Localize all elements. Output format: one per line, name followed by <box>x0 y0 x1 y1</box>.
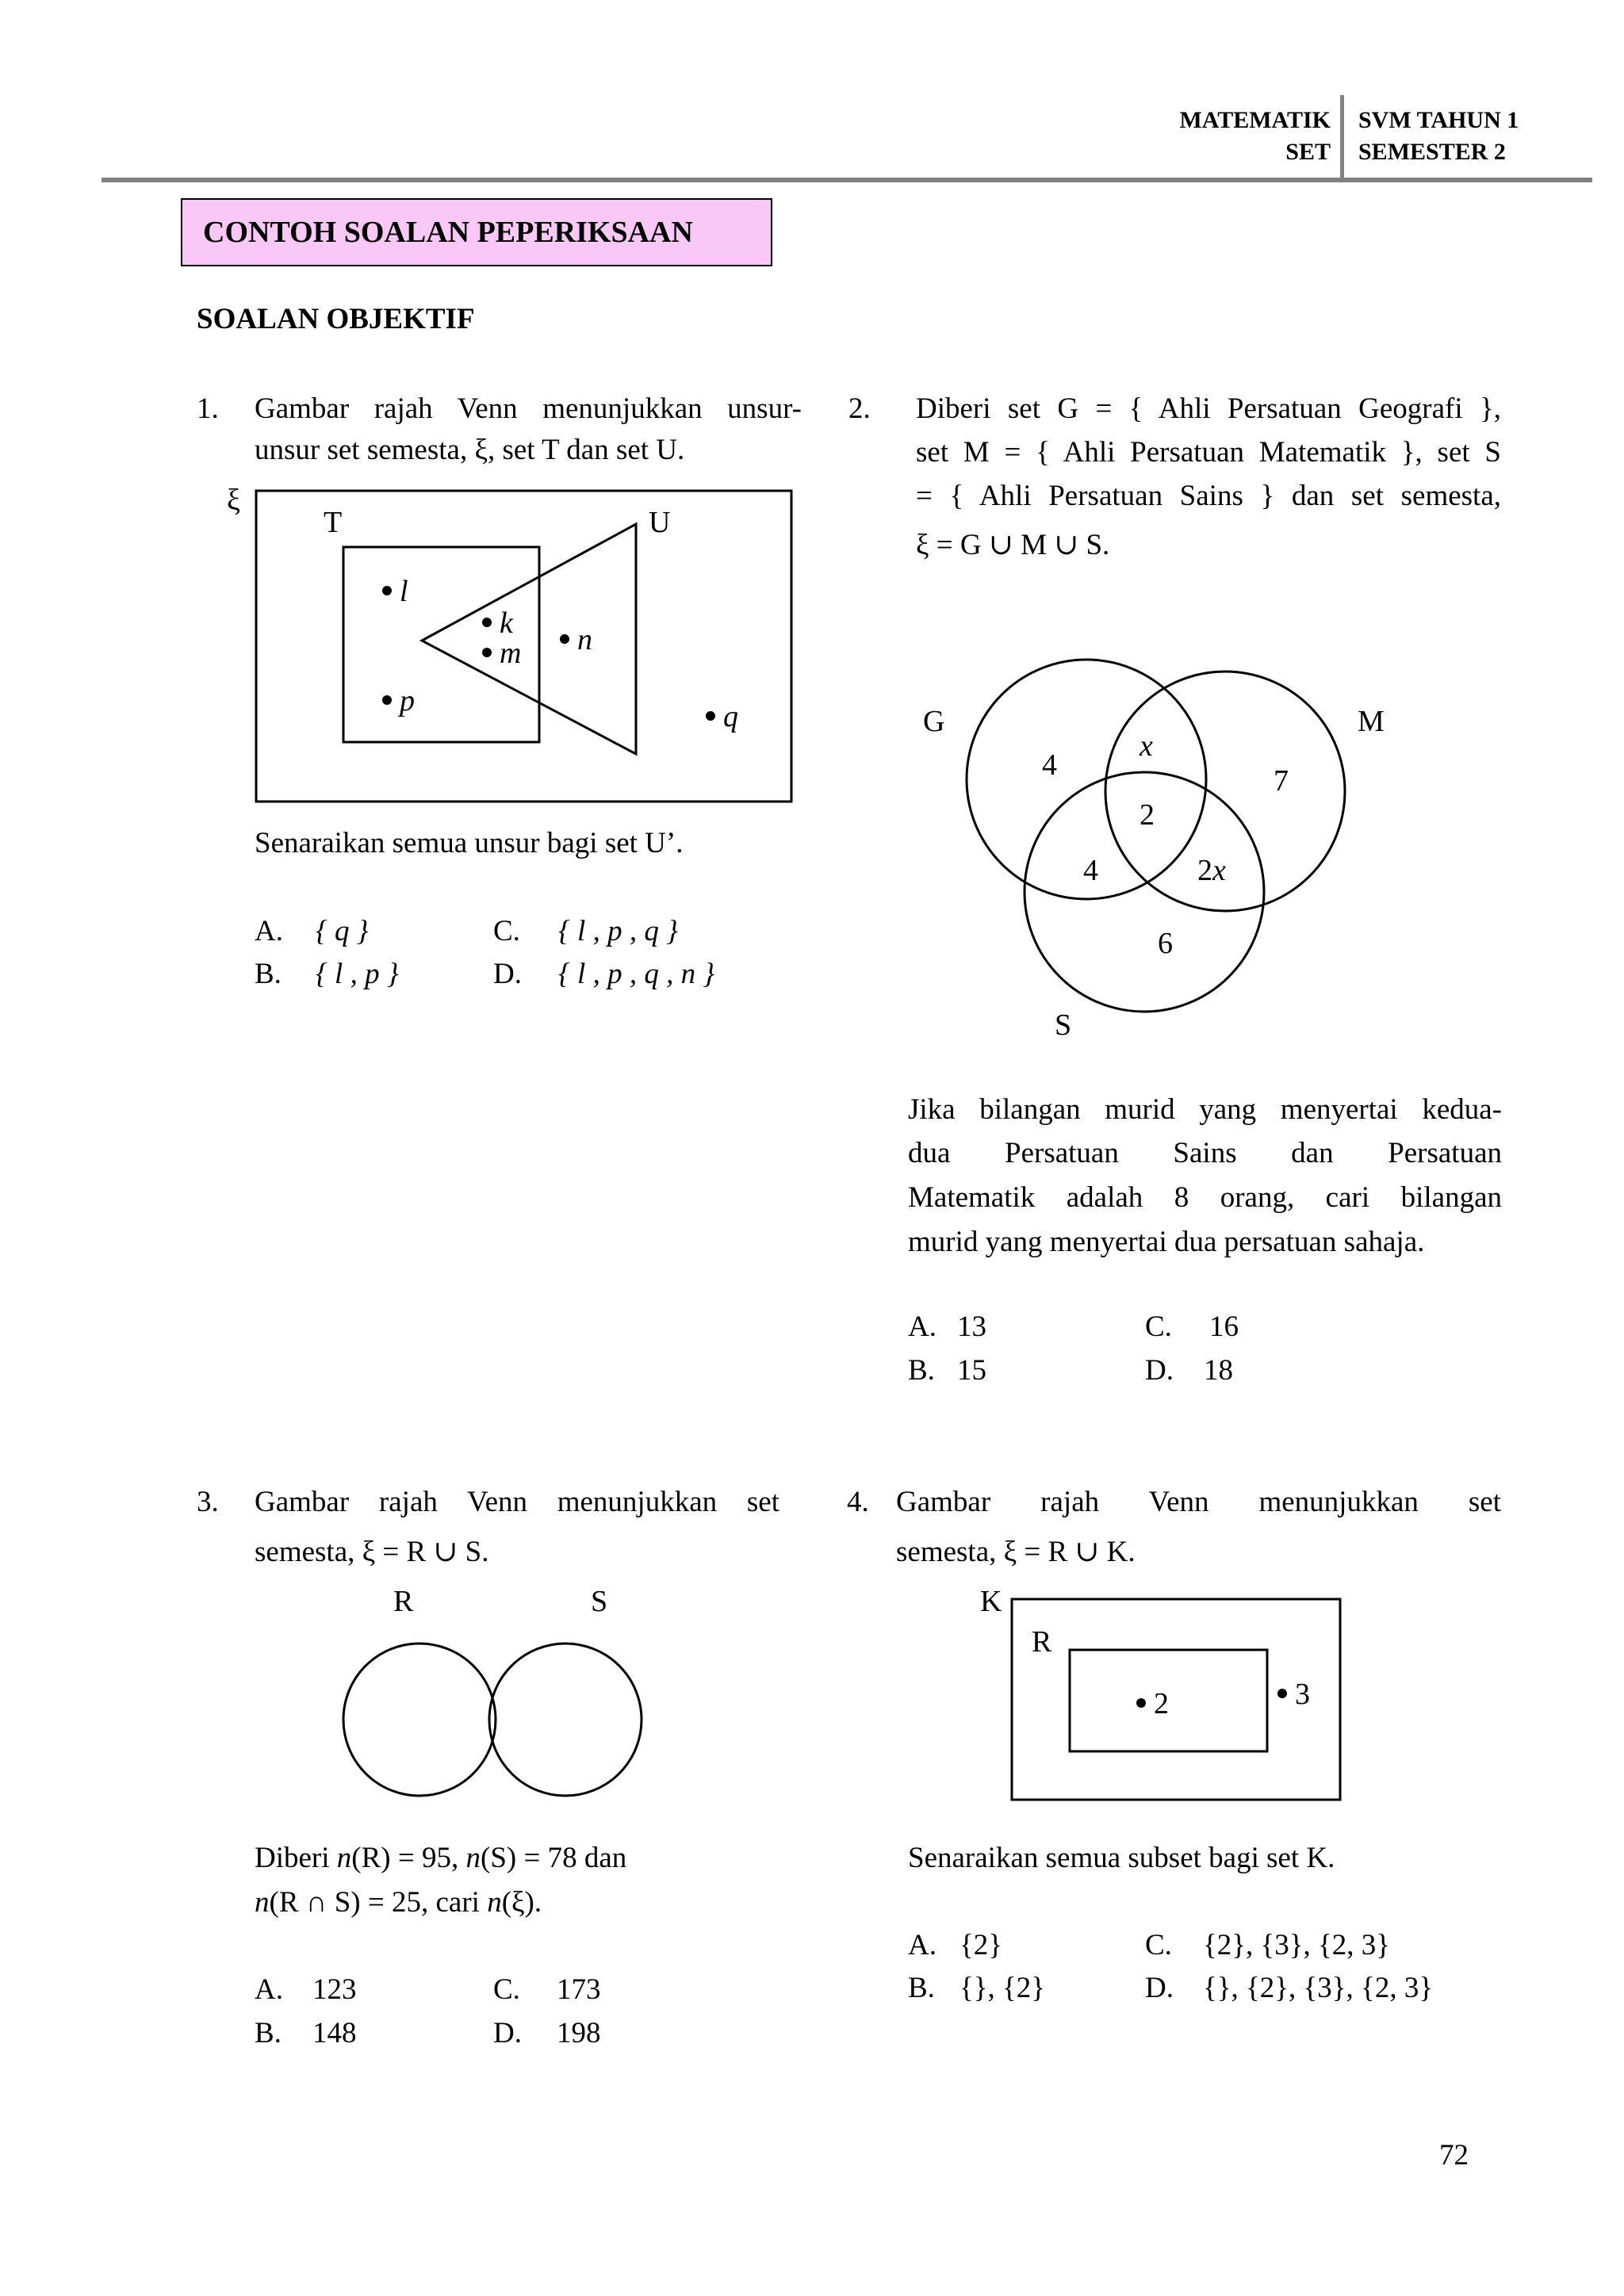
q1-set-u-label: U <box>649 506 671 539</box>
q4-option-c-text: {2}, {3}, {2, 3} <box>1203 1929 1391 1961</box>
header-subject-line2: SET <box>1285 139 1331 165</box>
section-title: SOALAN OBJEKTIF <box>197 303 475 335</box>
q4-set-r-label: R <box>1032 1625 1052 1659</box>
q4-option-a-text: {2} <box>959 1929 1003 1961</box>
set-size-function: n <box>487 1886 502 1919</box>
q2-para-line2: dua Persatuan Sains dan Persatuan <box>908 1137 1502 1169</box>
q2-region-g-only: 4 <box>1042 748 1057 782</box>
q1-set-t-label: T <box>324 506 343 539</box>
q3-option-c-text: 173 <box>557 1973 601 2006</box>
q4-number: 4. <box>847 1486 869 1518</box>
q2-stem-line4: ξ = G ∪ M ∪ S. <box>916 529 1110 561</box>
header-course-line1: SVM TAHUN 1 <box>1358 107 1519 133</box>
q1-element-q: q <box>723 700 738 733</box>
set-size-function: n <box>255 1886 270 1919</box>
q2-option-b-letter: B. <box>908 1354 935 1387</box>
q1-question: Senaraikan semua unsur bagi set U’. <box>255 827 684 859</box>
q3-given-line1: Diberi n(R) = 95, n(S) = 78 dan <box>255 1842 627 1874</box>
set-size-function: n <box>336 1842 352 1874</box>
q1-stem-line2: unsur set semesta, ξ, set T dan set U. <box>255 434 685 466</box>
q2-stem-line3: = { Ahli Persatuan Sains } dan set semesta, <box>916 480 1501 512</box>
q2-region-g-m: x <box>1139 729 1153 763</box>
q1-option-b-text: { l , p } <box>316 958 399 990</box>
q3-option-a-text: 123 <box>312 1973 357 2006</box>
q1-element-n: n <box>577 623 592 656</box>
q3-option-c-letter: C. <box>493 1973 520 2006</box>
q2-option-a-text: 13 <box>957 1311 986 1343</box>
q3-given-line2: n(R ∩ S) = 25, cari n(ξ). <box>255 1886 542 1919</box>
q1-element-k: k <box>500 607 513 640</box>
q2-set-g-label: G <box>923 705 945 738</box>
q3-option-b-text: 148 <box>312 2017 357 2049</box>
q1-number: 1. <box>197 392 219 425</box>
q2-stem-line1: Diberi set G = { Ahli Persatuan Geografi }, <box>916 392 1501 425</box>
q1-stem-line1: Gambar rajah Venn menunjukkan unsur- <box>255 392 802 425</box>
q4-option-c-letter: C. <box>1145 1929 1172 1961</box>
q2-para-line3: Matematik adalah 8 orang, cari bilangan <box>908 1181 1502 1214</box>
q1-option-d-text: { l , p , q , n } <box>558 958 715 990</box>
q2-number: 2. <box>848 392 871 425</box>
page-number: 72 <box>1439 2139 1469 2172</box>
q4-stem-line2: semesta, ξ = R ∪ K. <box>896 1536 1136 1568</box>
q2-option-d-letter: D. <box>1145 1354 1174 1387</box>
q1-option-a-text: { q } <box>316 915 369 947</box>
q4-element-2: 2 <box>1154 1687 1169 1720</box>
q4-option-d-letter: D. <box>1145 1972 1174 2004</box>
q3-option-d-letter: D. <box>493 2017 522 2049</box>
q2-region-g-s: 4 <box>1083 854 1098 887</box>
q4-option-d-text: {}, {2}, {3}, {2, 3} <box>1203 1972 1434 2004</box>
q2-option-b-text: 15 <box>957 1354 986 1387</box>
q2-para-line1: Jika bilangan murid yang menyertai kedua- <box>908 1093 1502 1126</box>
q2-option-c-letter: C. <box>1145 1311 1172 1343</box>
q4-element-3: 3 <box>1295 1678 1310 1711</box>
q4-dot-3 <box>1277 1689 1287 1698</box>
q4-set-k-label: K <box>980 1585 1002 1618</box>
q2-set-m-label: M <box>1358 705 1385 738</box>
q1-option-c-text: { l , p , q } <box>558 915 678 947</box>
q3-set-s-label: S <box>591 1585 608 1618</box>
q1-universal-label: ξ <box>227 484 240 517</box>
q3-number: 3. <box>197 1486 219 1518</box>
q2-stem-line2: set M = { Ahli Persatuan Matematik }, set S <box>916 436 1501 469</box>
q2-region-m-s: 2x <box>1197 854 1226 887</box>
header-course-line2: SEMESTER 2 <box>1358 139 1506 165</box>
q4-dot-2 <box>1136 1698 1146 1708</box>
q1-option-a-letter: A. <box>255 915 283 947</box>
q2-region-s-only: 6 <box>1158 927 1173 960</box>
q2-option-d-text: 18 <box>1204 1354 1233 1387</box>
q3-stem-line2: semesta, ξ = R ∪ S. <box>255 1536 489 1568</box>
q2-region-all: 2 <box>1139 798 1155 832</box>
q2-region-m-only: 7 <box>1274 764 1289 798</box>
q3-option-b-letter: B. <box>255 2017 282 2049</box>
q3-stem-line1: Gambar rajah Venn menunjukkan set <box>255 1486 779 1518</box>
header-subject-line1: MATEMATIK <box>1179 107 1331 133</box>
q4-stem-line1: Gambar rajah Venn menunjukkan set <box>896 1486 1501 1518</box>
q1-option-d-letter: D. <box>493 958 522 990</box>
q1-option-c-letter: C. <box>493 915 520 947</box>
q4-option-b-text: {}, {2} <box>959 1972 1046 2004</box>
q2-para-line4: murid yang menyertai dua persatuan sahaja. <box>908 1226 1425 1258</box>
q4-option-a-letter: A. <box>908 1929 936 1961</box>
banner-box: CONTOH SOALAN PEPERIKSAAN <box>181 198 772 266</box>
q1-element-p: p <box>400 684 415 718</box>
q3-set-r-label: R <box>393 1585 414 1618</box>
q2-option-a-letter: A. <box>908 1311 936 1343</box>
q1-option-b-letter: B. <box>255 958 282 990</box>
q4-set-k-rect <box>1012 1599 1340 1800</box>
set-size-function: n <box>465 1842 481 1874</box>
q1-element-m: m <box>500 637 522 670</box>
q2-set-s-label: S <box>1055 1008 1072 1042</box>
q3-option-d-text: 198 <box>557 2017 601 2049</box>
q4-option-b-letter: B. <box>908 1972 935 2004</box>
q2-option-c-text: 16 <box>1209 1311 1239 1343</box>
q3-option-a-letter: A. <box>255 1973 283 2006</box>
q4-question: Senaraikan semua subset bagi set K. <box>908 1842 1335 1874</box>
q1-element-l: l <box>400 575 408 608</box>
